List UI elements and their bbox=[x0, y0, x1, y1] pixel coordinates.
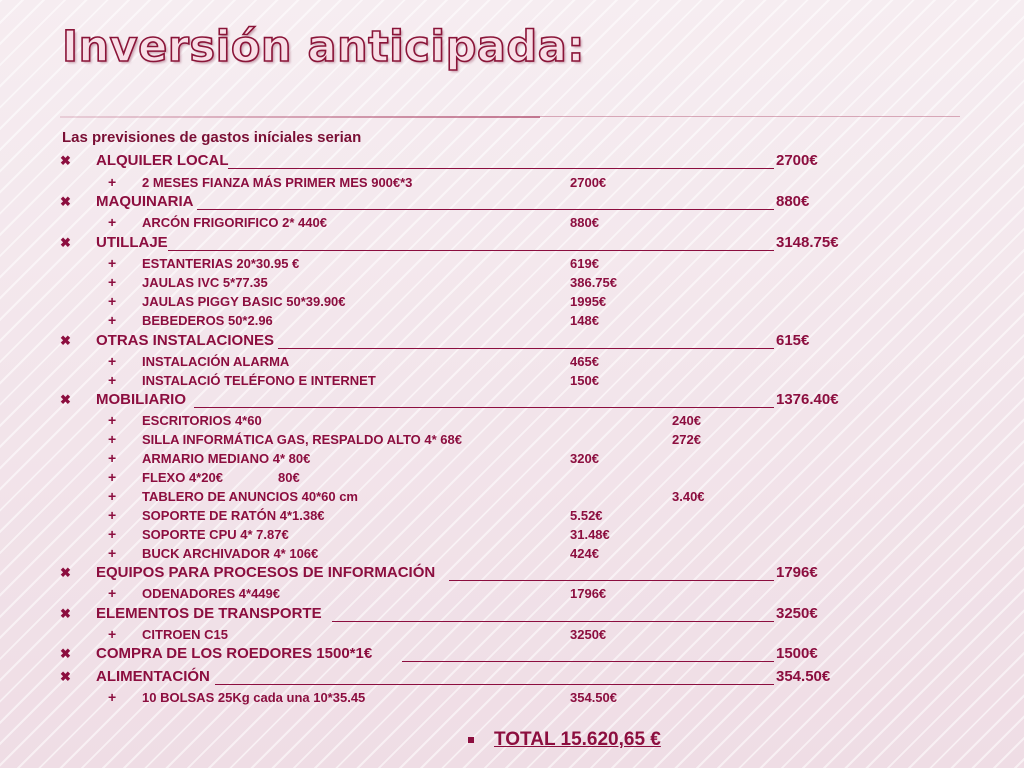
category-amount: 615€ bbox=[776, 332, 810, 349]
leader-line bbox=[197, 209, 774, 210]
detail-amount: 80€ bbox=[278, 470, 300, 485]
cross-bullet-icon: ✖ bbox=[60, 235, 71, 250]
category-label: OTRAS INSTALACIONES bbox=[96, 332, 275, 349]
category-label: COMPRA DE LOS ROEDORES 1500*1€ bbox=[96, 645, 373, 662]
detail-label: ESCRITORIOS 4*60 bbox=[142, 413, 262, 428]
detail-amount: 354.50€ bbox=[570, 690, 617, 705]
category-amount: 2700€ bbox=[776, 152, 818, 169]
plus-bullet-icon: + bbox=[108, 372, 117, 388]
detail-label: ODENADORES 4*449€ bbox=[142, 586, 280, 601]
plus-bullet-icon: + bbox=[108, 526, 117, 542]
detail-label: JAULAS IVC 5*77.35 bbox=[142, 275, 268, 290]
leader-line bbox=[332, 621, 774, 622]
detail-amount: 465€ bbox=[570, 354, 599, 369]
detail-amount: 2700€ bbox=[570, 175, 607, 190]
detail-label: JAULAS PIGGY BASIC 50*39.90€ bbox=[142, 294, 346, 309]
detail-label: 10 BOLSAS 25Kg cada una 10*35.45 bbox=[142, 690, 366, 705]
detail-amount: 150€ bbox=[570, 373, 599, 388]
cross-bullet-icon: ✖ bbox=[60, 669, 71, 684]
cross-bullet-icon: ✖ bbox=[60, 565, 71, 580]
category-label: EQUIPOS PARA PROCESOS DE INFORMACIÓN bbox=[96, 564, 436, 581]
category-label: ALQUILER LOCAL bbox=[96, 152, 229, 169]
leader-line bbox=[228, 168, 774, 169]
detail-amount: 619€ bbox=[570, 256, 599, 271]
detail-amount: 5.52€ bbox=[570, 508, 603, 523]
plus-bullet-icon: + bbox=[108, 450, 117, 466]
plus-bullet-icon: + bbox=[108, 689, 117, 705]
detail-amount: 3.40€ bbox=[672, 489, 705, 504]
leader-line bbox=[168, 250, 774, 251]
detail-label: INSTALACIÓN ALARMA bbox=[142, 354, 290, 369]
detail-amount: 880€ bbox=[570, 215, 599, 230]
square-bullet-icon bbox=[468, 737, 474, 743]
cross-bullet-icon: ✖ bbox=[60, 392, 71, 407]
detail-label: ARMARIO MEDIANO 4* 80€ bbox=[142, 451, 311, 466]
detail-label: SOPORTE DE RATÓN 4*1.38€ bbox=[142, 508, 325, 523]
title-divider-right bbox=[540, 116, 960, 117]
detail-label: TABLERO DE ANUNCIOS 40*60 cm bbox=[142, 489, 358, 504]
leader-line bbox=[449, 580, 774, 581]
detail-label: ESTANTERIAS 20*30.95 € bbox=[142, 256, 300, 271]
plus-bullet-icon: + bbox=[108, 545, 117, 561]
plus-bullet-icon: + bbox=[108, 585, 117, 601]
detail-amount: 1796€ bbox=[570, 586, 607, 601]
detail-amount: 31.48€ bbox=[570, 527, 610, 542]
detail-label: ARCÓN FRIGORIFICO 2* 440€ bbox=[142, 215, 327, 230]
detail-amount: 272€ bbox=[672, 432, 701, 447]
plus-bullet-icon: + bbox=[108, 214, 117, 230]
detail-amount: 1995€ bbox=[570, 294, 607, 309]
leader-line bbox=[402, 661, 774, 662]
detail-label: SILLA INFORMÁTICA GAS, RESPALDO ALTO 4* 68€ bbox=[142, 432, 462, 447]
detail-amount: 386.75€ bbox=[570, 275, 617, 290]
cross-bullet-icon: ✖ bbox=[60, 646, 71, 661]
detail-amount: 424€ bbox=[570, 546, 599, 561]
plus-bullet-icon: + bbox=[108, 312, 117, 328]
detail-label: CITROEN C15 bbox=[142, 627, 228, 642]
category-label: ALIMENTACIÓN bbox=[96, 668, 210, 685]
plus-bullet-icon: + bbox=[108, 507, 117, 523]
category-label: UTILLAJE bbox=[96, 234, 168, 251]
plus-bullet-icon: + bbox=[108, 353, 117, 369]
leader-line bbox=[278, 348, 774, 349]
cross-bullet-icon: ✖ bbox=[60, 606, 71, 621]
plus-bullet-icon: + bbox=[108, 255, 117, 271]
detail-amount: 148€ bbox=[570, 313, 599, 328]
category-label: MAQUINARIA bbox=[96, 193, 194, 210]
category-label: MOBILIARIO bbox=[96, 391, 186, 408]
plus-bullet-icon: + bbox=[108, 626, 117, 642]
cross-bullet-icon: ✖ bbox=[60, 153, 71, 168]
slide-title: Inversión anticipada: bbox=[62, 22, 585, 72]
leader-line bbox=[215, 684, 774, 685]
category-amount: 1500€ bbox=[776, 645, 818, 662]
plus-bullet-icon: + bbox=[108, 431, 117, 447]
category-amount: 1376.40€ bbox=[776, 391, 839, 408]
category-amount: 3148.75€ bbox=[776, 234, 839, 251]
detail-amount: 3250€ bbox=[570, 627, 607, 642]
total-amount: TOTAL 15.620,65 € bbox=[494, 729, 661, 750]
detail-label: BEBEDEROS 50*2.96 bbox=[142, 313, 273, 328]
detail-label: SOPORTE CPU 4* 7.87€ bbox=[142, 527, 289, 542]
category-label: ELEMENTOS DE TRANSPORTE bbox=[96, 605, 322, 622]
cross-bullet-icon: ✖ bbox=[60, 333, 71, 348]
detail-label: 2 MESES FIANZA MÁS PRIMER MES 900€*3 bbox=[142, 175, 413, 190]
category-amount: 354.50€ bbox=[776, 668, 831, 685]
detail-label: INSTALACIÓ TELÉFONO E INTERNET bbox=[142, 373, 376, 388]
plus-bullet-icon: + bbox=[108, 293, 117, 309]
detail-amount: 240€ bbox=[672, 413, 701, 428]
plus-bullet-icon: + bbox=[108, 274, 117, 290]
plus-bullet-icon: + bbox=[108, 174, 117, 190]
intro-text: Las previsiones de gastos iníciales serian bbox=[62, 129, 362, 146]
category-amount: 3250€ bbox=[776, 605, 818, 622]
cross-bullet-icon: ✖ bbox=[60, 194, 71, 209]
leader-line bbox=[194, 407, 774, 408]
plus-bullet-icon: + bbox=[108, 488, 117, 504]
plus-bullet-icon: + bbox=[108, 469, 117, 485]
detail-amount: 320€ bbox=[570, 451, 599, 466]
category-amount: 880€ bbox=[776, 193, 810, 210]
plus-bullet-icon: + bbox=[108, 412, 117, 428]
title-divider bbox=[60, 116, 540, 118]
category-amount: 1796€ bbox=[776, 564, 818, 581]
detail-label: FLEXO 4*20€ bbox=[142, 470, 223, 485]
detail-label: BUCK ARCHIVADOR 4* 106€ bbox=[142, 546, 319, 561]
